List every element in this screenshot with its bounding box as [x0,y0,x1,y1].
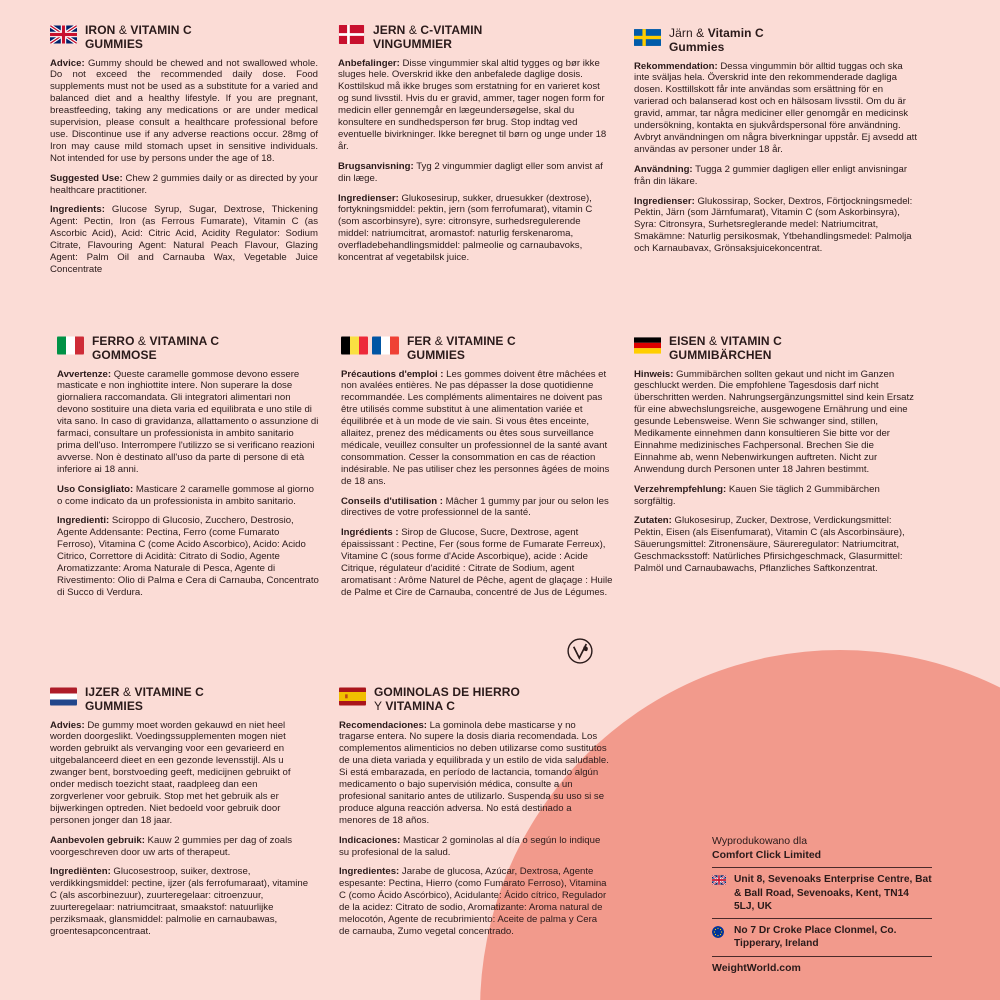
advice-text: Recomendaciones: La gominola debe masticarse y no tragarse entera. No supere la dosis diaria recomendada. Los complementos alimenticios no deben utilizarse como sustitutos de una dieta variada y equilibrada y un estilo de vida saludable. Si está embarazada, en período de lactancia, tomando algún medicamento o bajo supervisión médica, consulte a un profesional sanitario antes de utilizarlo. Suspenda su uso si se produce alguna reacción adversa. No está destinado a menores de 18 años. [339,719,609,826]
ingredients-text: Ingredienser: Glukosesirup, sukker, druesukker (dextrose), fortykningsmiddel: pektin, jern (som ferrofumarat), vitamin C (som ascorbinsyre), syre: citronsyre, surhedsregulerende middel: natriumcitrat, aromastof: naturlig ferskenaroma, overfladebehandlingsmiddel: palmeolie og carnaubavoks, koncentrat af vegetabilsk juice. [338,192,593,263]
uk-address-text: Unit 8, Sevenoaks Enterprise Centre, Bat & Ball Road, Sevenoaks, Kent, TN14 5LJ, UK [734,874,932,912]
uk-flag-icon [712,875,726,885]
panel-title: Järn & Vitamin C Gummies [669,26,764,54]
advice-text: Advies: De gummy moet worden gekauwd en niet heel worden doorgeslikt. Voedingssupplementen mogen niet worden gebruikt als vervanging voor een gevarieerd en uitgebalanceerd dieet en een gezonde levensstijl. Als u zwanger bent, borstvoeding geeft, medicijnen gebruikt of onder medisch toezicht staat, raadpleeg dan een zorgverlener voor gebruik. Stop met het gebruik als er bijwerkingen optreden. Niet bedoeld voor gebruik door personen jonger dan 18 jaar. [50,719,291,826]
advice-text: Hinweis: Gummibärchen sollten gekaut und nicht im Ganzen geschluckt werden. Die empfohlene Tagesdosis darf nicht überschritten werden. Nahrungsergänzungsmittel sind kein Ersatz für eine abwechslungsreiche, ausgewogene Ernährung und eine gesunde Lebensweise. Wenn Sie schwanger sind, stillen, Medikamente einnehmen dann konsultieren Sie bitte vor der Einnahme medizinisches Fachpersonal. Brechen Sie die Einnahme ab, wenn Nebenwirkungen auftreten. Nicht zur Anwendung durch Personen unter 18 Jahren bestimmt. [634,368,914,475]
ingredients-text: Ingredienser: Glukossirap, Socker, Dextros, Förtjockningsmedel: Pektin, Järn (som Järnfumarat), Vitamin C (som Askorbinsyra), Syra: Citronsyra, Surhetsreglerande medel: Natriumcitrat, Smakämne: Naturlig persikosmak, Ytbehandlingsmedel: Palmolja och Karnaubavax, Grönsaksjuicekoncentrat. [634,195,913,255]
divider [712,867,932,868]
ingredients-text: Ingredientes: Jarabe de glucosa, Azúcar, Dextrosa, Agente espesante: Pectina, Hierro (como Fumarato Ferroso), Vitamina C (como Ácido Ascórbico), Acidulante: Ácido cítrico, Regulador de la acidez: Citrato de sodio, Aromatizante: Aroma natural de melocotón, Agente de recubrimiento: Aceite de palma y Cera de carnauba, Zumo vegetal concentrado. [339,866,607,937]
ingredients-text: Ingredients: Glucose Syrup, Sugar, Dextrose, Thickening Agent: Pectin, Iron (as Ferrous Fumarate), Vitamin C (as Ascorbic Acid), Acid: Citric Acid, Acidity Regulator: Sodium Citrate, Flavouring Agent: Natural Peach Flavour, Glazing Agent: Palm Oil and Carnauba Wax, Vegetable Juice Concentrate [50,204,318,275]
panel-nl [50,686,312,946]
suggested-use-text: Uso Consigliato: Masticare 2 caramelle gommose al giorno o come indicato da un professionista in ambito sanitario. [57,483,314,507]
suggested-use-text: Indicaciones: Masticar 2 gominolas al día o según lo indique su profesional de la salud. [339,834,601,858]
ie-address-text: No 7 Dr Croke Place Clonmel, Co. Tipperary, Ireland [734,925,897,950]
vegan-icon [566,637,594,665]
advice-text: Précautions d'emploi : Les gommes doivent être mâchées et non avalées entières. Ne pas dépasser la dose quotidienne recommandée. Les compléments alimentaires ne doivent pas être utilisés comme substitut à une alimentation variée et équilibrée et à un mode de vie sain. Si vous êtes enceinte, allaitez, prenez des médicaments ou êtes sous surveillance médicale, veuillez consulter un professionnel de la santé avant consommation. Cesser la consommation en cas de réaction indésirable. Ne pas utiliser chez les personnes âgées de moins de 18 ans. [341,368,610,487]
panel-en [50,24,318,284]
panel-it [57,335,320,607]
advice-text: Avvertenze: Queste caramelle gommose devono essere masticate e non inghiottite intere. Non superare la dose giornaliera raccomandata. Gli integratori alimentari non devono sostituire una dieta varia ed equilibrata e uno stile di vita sano. In caso di gravidanza, allattamento o assunzione di farmaci, consultare un professionista in ambito sanitario prima dell'uso. Interrompere l'utilizzo se si verificano reazioni avverse. Non è destinato all'uso da parte di persone di età inferiore ai 18 anni. [57,368,319,475]
ingredients-text: Ingredienti: Sciroppo di Glucosio, Zucchero, Destrosio, Agente Addensante: Pectina, Ferro (come Fumarato Ferroso), Vitamina C (come Acido Ascorbico), Acido: Acido Citrico, Correttore di Acidità: Citrato di Sodio, Agente Aromatizzante: Aroma Naturale di Pesca, Agente di Rivestimento: Olio di Palma e Cera di Carnauba, Concentrato di Succo di Verdura. [57,515,319,598]
panel-title: IRON & VITAMIN C GUMMIES [85,23,192,51]
ie-address [712,924,932,951]
advice-text: Anbefalinger: Disse vingummier skal altid tygges og bør ikke sluges hele. Overskrid ikke den anbefalede daglige dosis. Kosttilskud må ikke bruges som erstatning for en varieret kost og sund livsstil. Hvis du er gravid, ammer, tager nogen form for medicin eller gennemgår en lægeundersøgelse, skal du konsultere en sundhedsperson før brug. Stop indtag ved eventuelle bivirkninger. Ikke beregnet til børn og unge under 18 år. [338,57,607,152]
netherlands-flag-icon [50,687,77,706]
italy-flag-icon [57,336,84,355]
eu-flag-icon [712,926,724,938]
manufacturer-block [712,835,932,975]
advice-text: Advice: Gummy should be chewed and not swallowed whole. Do not exceed the recommended daily dose. Food supplements must not be used as a substitute for a varied and balanced diet and a healthy lifestyle. If you are pregnant, breastfeeding, taking any medications or are under medical supervision, please consult a healthcare professional before use. Discontinue use if any adverse reactions occur. 28mg of Iron may cause mild stomach upset in sensitive individuals. Not intended for use by persons under the age of 18. [50,57,318,164]
ingredients-text: Ingrediënten: Glucosestroop, suiker, dextrose, verdikkingsmiddel: pectine, ijzer (als ferrofumaraat), vitamine C (als ascorbinezuur), zuurteregelaar: citroenzuur, zuurteregelaar: natriumcitraat, smaakstof: natuurlijke perziksmaak, glansmiddel: palmolie en carnaubawas, groentesapconcentraat. [50,866,309,937]
belgium-flag-icon [341,336,368,355]
spain-flag-icon [339,687,366,706]
suggested-use-text: Aanbevolen gebruik: Kauw 2 gummies per dag of zoals voorgeschreven door uw arts of therapeut. [50,834,293,858]
panel-sv [634,27,919,263]
panel-title: GOMINOLAS DE HIERRO Y VITAMINA C [374,685,520,713]
france-flag-icon [372,336,399,355]
uk-flag-icon [50,25,77,44]
panel-title: EISEN & VITAMIN C GUMMIBÄRCHEN [669,334,782,362]
germany-flag-icon [634,336,661,355]
ingredients-text: Ingrédients : Sirop de Glucose, Sucre, Dextrose, agent épaississant : Pectine, Fer (sous forme de Fumarate Ferreux), Vitamine C (sous forme d'Acide Ascorbique), acide : Acide Citrique, régulateur d'acidité : Citrate de Sodium, agent aromatisant : Arôme Naturel de Pêche, agent de glaçage : Huile de Palme et Cire de Carnauba, concentré de Jus de Légumes. [341,527,613,598]
panel-da [338,24,608,272]
divider [712,918,932,919]
suggested-use-text: Verzehrempfehlung: Kauen Sie täglich 2 Gummibärchen sorgfältig. [634,483,880,507]
panel-title: FER & VITAMINE C GUMMIES [407,334,516,362]
panel-title: IJZER & VITAMINE C GUMMIES [85,685,204,713]
denmark-flag-icon [338,25,365,44]
panel-de [634,335,914,583]
ingredients-text: Zutaten: Glukosesirup, Zucker, Dextrose, Verdickungsmittel: Pektin, Eisen (als Eisenfumarat), Vitamin C (als Ascorbinsäure), Säuerungsmittel: Zitronensäure, Säureregulator: Natriumcitrat, Geschmacksstoff: Natürliches Pfirsichgeschmack, Glasurmittel: Palmöl und Carnaubawachs, Pflanzliches Saftkonzentrat. [634,515,905,574]
advice-text: Rekommendation: Dessa vingummin bör alltid tuggas och ska inte sväljas hela. Överskrid inte den rekommenderade dagliga dosen. Kosttillskott får inte användas som ersättning för en varierad och balanserad kost och en hälsosam livsstil. Om du är gravid, ammar, tar några mediciner eller genomgår en medicinsk undersökning, kontakta en sjukvårdspersonal före användning. Avbryt användningen om några biverkningar uppstår. Ej avsedd att användas av personer under 18 år. [634,60,918,155]
suggested-use-text: Brugsanvisning: Tyg 2 vingummier dagligt eller som anvist af din læge. [338,160,603,184]
panel-fr [341,335,613,607]
suggested-use-text: Conseils d'utilisation : Mâcher 1 gummy par jour ou selon les directives de votre professionnel de la santé. [341,495,609,519]
uk-address [712,873,932,913]
made-for-label: Wyprodukowano dla [712,835,808,847]
panel-title: JERN & C-VITAMIN VINGUMMIER [373,23,483,51]
suggested-use-text: Användning: Tugga 2 gummier dagligen eller enligt anvisningar från din läkare. [634,163,908,187]
suggested-use-text: Suggested Use: Chew 2 gummies daily or as directed by your healthcare practitioner. [50,172,318,196]
panel-title: FERRO & VITAMINA C GOMMOSE [92,334,220,362]
divider [712,956,932,957]
company-name: Comfort Click Limited [712,848,822,861]
website-link[interactable]: WeightWorld.com [712,961,801,974]
sweden-flag-icon [634,28,661,47]
panel-es [339,686,609,946]
